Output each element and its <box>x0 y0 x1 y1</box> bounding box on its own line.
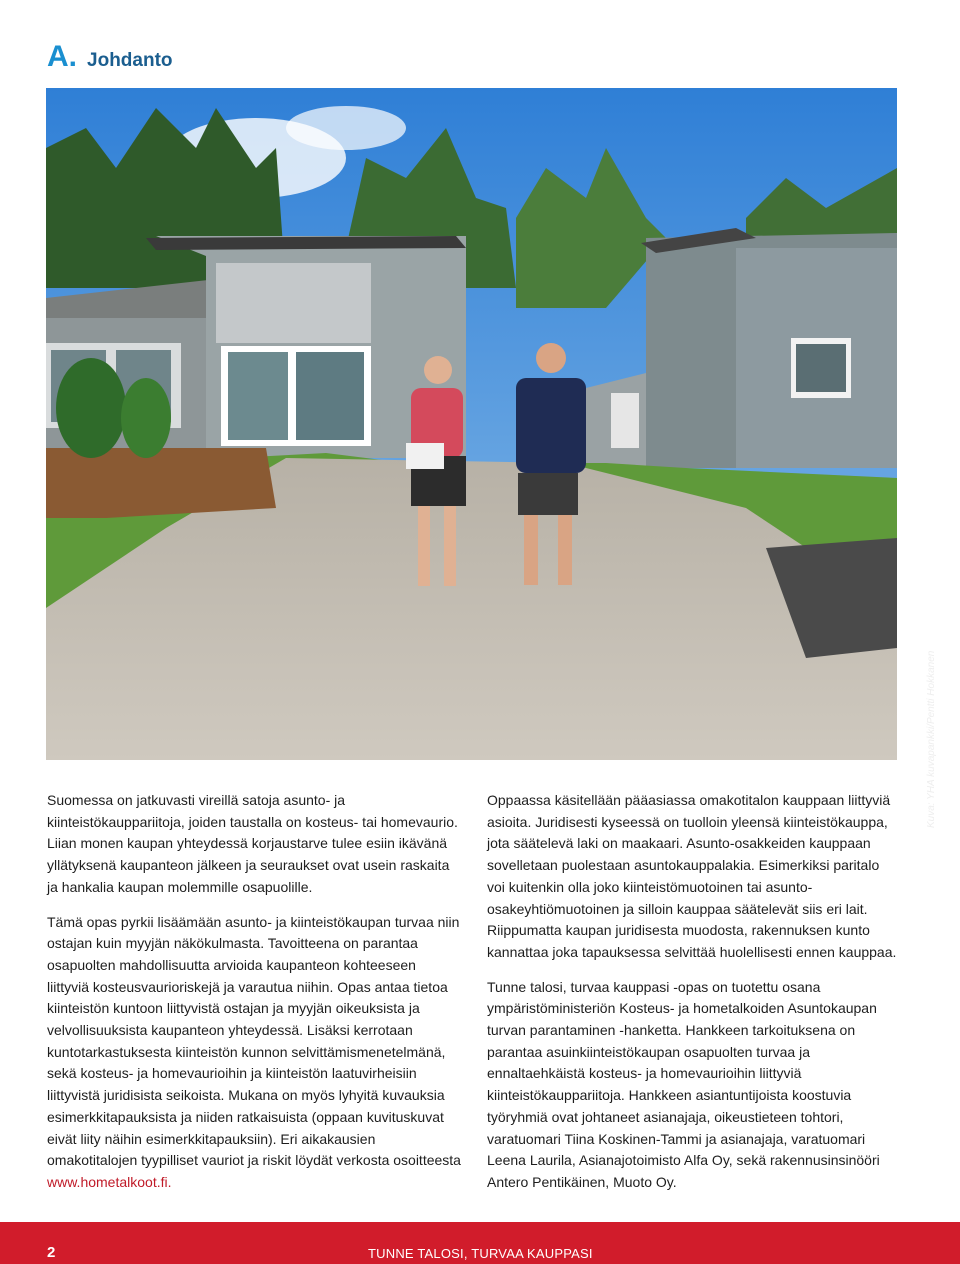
left-paragraph-1: Suomessa on jatkuvasti vireillä satoja asunto- ja kiinteistökauppariitoja, joiden taustalla on kosteus- tai homevaurio. Liian monen kaupan yhteydessä korjaustarve tulee esiin ikävänä yllätyksenä kaupanteon jälkeen ja seuraukset ovat usein raskaita ja hankalia kaupan molemmille osapuolille. <box>47 792 458 895</box>
page-footer <box>0 1222 960 1264</box>
footer-title: TUNNE TALOSI, TURVAA KAUPPASI <box>368 1246 593 1261</box>
page-number: 2 <box>47 1244 56 1261</box>
left-paragraph-2-text: Tämä opas pyrkii lisäämään asunto- ja kiinteistökaupan turvaa niin ostajan kuin myyjän näkökulmasta. Tavoitteena on parantaa osapuolten mahdollisuutta arvioida kaupanteon kohteeseen liittyviä kosteusvaurioriskejä ja varautua niihin. Opas antaa tietoa kiinteistön kuntoon liittyvistä ostajan ja myyjän oikeuksista ja velvollisuuksista kaupanteon yhteydessä. Lisäksi kerrotaan kuntotarkastuksesta kiinteistön kunnon selvittämismenetelmänä, sekä kosteus- ja homevaurioihin ja kiinteistön laatuvirheisiin liittyvistä juridisista seikoista. Mukana on myös lyhyitä kuvauksia esimerkkitapauksista ja niiden ratkaisuista (oppaan kuvituskuvat eivät liity näihin esimerkkitapauksiin). Eri aikakausien omakotitalojen tyypilliset vauriot ja riskit löydät verkosta osoitteesta <box>47 913 461 1169</box>
section-letter: A <box>47 40 69 73</box>
right-column <box>487 790 897 1207</box>
section-title: Johdanto <box>87 50 173 71</box>
section-heading <box>47 40 173 74</box>
left-column <box>47 790 461 1207</box>
left-paragraph-2 <box>47 912 461 1194</box>
section-dot: . <box>68 40 78 73</box>
photo-credit: Kuva: YHA kuvapankki/Pentti Hokkanen <box>926 650 937 828</box>
photo-image-icon <box>46 88 897 760</box>
cover-photo <box>46 88 937 828</box>
right-paragraph-2: Tunne talosi, turvaa kauppasi -opas on tuotettu osana ympäristöministeriön Kosteus- ja hometalkoiden Asuntokaupan turvan parantaminen -hanketta. Hankkeen tarkoituksena on parantaa asuinkiinteistökaupan osapuolten turvaa ja ennaltaehkäistä kosteus- ja homevaurioihin liittyviä kiinteistökauppariitoja. Hankkeen asiantuntijoista koostuvia työryhmiä ovat johtaneet asianajaja, oikeustieteen tohtori, varatuomari Tiina Koskinen-Tammi ja asianajaja, varatuomari Leena Laurila, Asianajotoimisto Alfa Oy, sekä rakennusinsinööri Antero Pentikäinen, Muoto Oy. <box>487 978 880 1190</box>
hometalkoot-link[interactable]: www.hometalkoot.fi. <box>47 1173 172 1190</box>
right-paragraph-1: Oppaassa käsitellään pääasiassa omakotitalon kauppaan liittyviä asioita. Juridisesti kyseessä on tuolloin yleensä kiinteistökauppa, jota säätelevä laki on maakaari. Asunto-osakkeiden kauppaan sovelletaan puolestaan asuntokauppalakia. Esimerkiksi paritalo voi kuitenkin olla joko kiinteistömuotoinen tai asunto-osakeyhtiömuotoinen ja silloin kauppaa säätelevät siis eri lait. Riippumatta kaupan juridisesta muodosta, rakennuksen kunto kannattaa joka tapauksessa selvittää huolellisesti ennen kauppaa. <box>487 792 897 960</box>
